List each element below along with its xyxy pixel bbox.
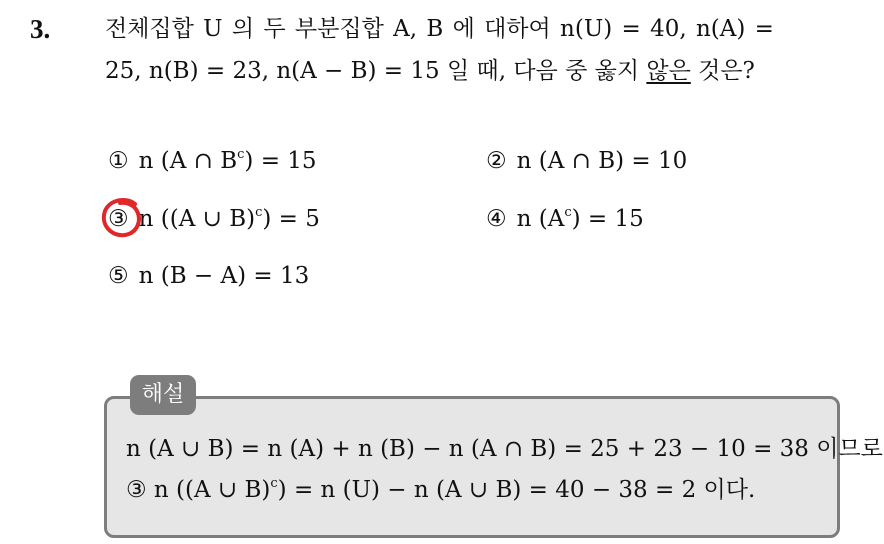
option-3-expression: n ((A ∪ B)$^c$) = 5 (138, 205, 320, 232)
option-2-number: ② (486, 148, 507, 174)
question-text-line-2 (105, 56, 755, 86)
option-4-number: ④ (486, 206, 507, 232)
option-4[interactable] (486, 204, 644, 234)
option-3-number: ③ (108, 206, 129, 232)
option-1-number: ① (108, 148, 129, 174)
question-text-line-1: 전체집합 U 의 두 부분집합 A, B 에 대하여 n(U) = 40, n(A) = (105, 16, 774, 42)
solution-tab-label: 해설 (130, 375, 196, 415)
option-5-number: ⑤ (108, 263, 129, 289)
option-1[interactable] (108, 146, 317, 176)
option-4-expression: n $(A^c) = 15$ (516, 205, 644, 232)
option-5-expression: n (B − A) = 13 (138, 263, 310, 289)
option-2-expression: n (A ∩ B) = 10 (516, 148, 688, 174)
solution-line-2: ③ n ((A ∪ B)$^c$) = n (U) − n (A ∪ B) = 40 − 38 = 2 이다. (126, 476, 756, 503)
solution-line-1: n (A ∪ B) = n (A) + n (B) − n (A ∩ B) = 25 + 23 − 10 = 38 이므로 (126, 436, 883, 462)
option-1-expression: n (A ∩ $B^c) = 15$ (138, 147, 317, 174)
problem-number: 3. (30, 14, 51, 44)
solution-box (104, 396, 840, 538)
option-2[interactable] (486, 146, 687, 176)
question-text-line-2-suffix: 것은? (690, 58, 755, 84)
option-3[interactable] (108, 204, 320, 234)
option-5[interactable] (108, 261, 309, 291)
question-text-emphasis: 않은 (646, 58, 691, 84)
question-text-line-2-prefix: 25, n(B) = 23, n(A − B) = 15 일 때, 다음 중 옳지 (105, 58, 647, 84)
